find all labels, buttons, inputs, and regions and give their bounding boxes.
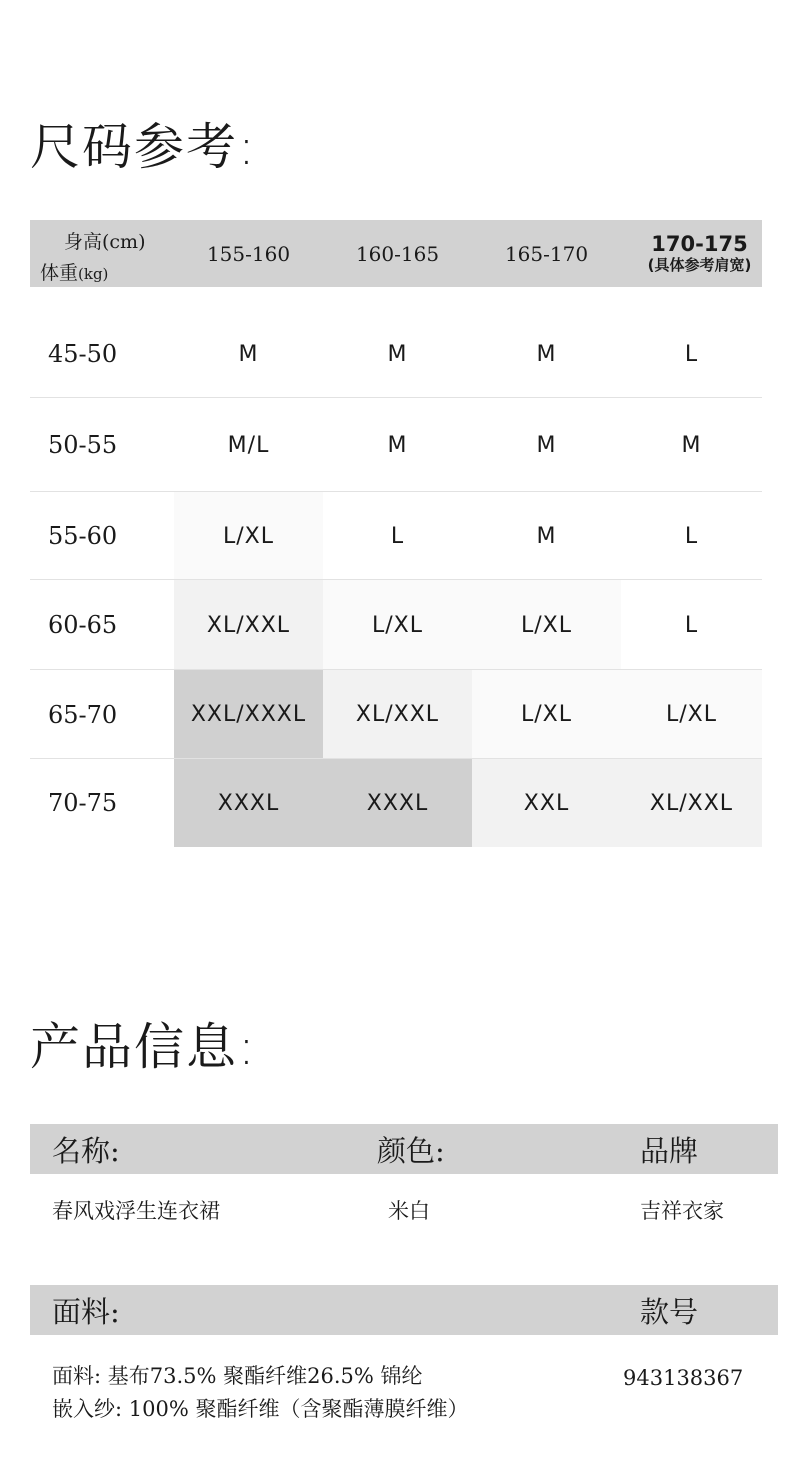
size-cell: XL/XXL <box>621 759 762 847</box>
brand-label: 品牌 <box>640 1133 699 1168</box>
product-info-title: 产品信息: <box>30 1018 257 1076</box>
info-bar-name-color-brand <box>30 1124 778 1174</box>
weight-label: 70-75 <box>48 789 118 817</box>
size-cell: M <box>174 310 323 398</box>
size-cell: XXL/XXXL <box>174 670 323 759</box>
product-brand: 吉祥衣家 <box>640 1199 724 1223</box>
product-color: 米白 <box>388 1199 430 1223</box>
size-cell: XL/XXL <box>323 670 472 759</box>
size-cell: L/XL <box>174 492 323 580</box>
size-row-65-70 <box>30 670 762 759</box>
name-label: 名称: <box>52 1133 120 1168</box>
size-cell: L/XL <box>472 670 621 759</box>
product-name: 春风戏浮生连衣裙 <box>52 1199 220 1223</box>
header-col-170-175: 170-175 (具体参考肩宽) <box>647 231 752 275</box>
size-cell: XXL <box>472 759 621 847</box>
header-col-155-160: 155-160 <box>206 241 291 266</box>
weight-label: 50-55 <box>48 431 118 459</box>
size-cell: M <box>472 310 621 398</box>
size-cell: M <box>323 398 472 492</box>
header-height-label: 身高(cm) <box>64 231 146 253</box>
size-row-55-60 <box>30 492 762 580</box>
color-label: 颜色: <box>377 1133 445 1168</box>
header-weight-label: 体重(kg) <box>40 262 109 284</box>
fabric-line-1: 面料: 基布73.5% 聚酯纤维26.5% 锦纶 <box>52 1364 423 1388</box>
style-number: 943138367 <box>623 1366 744 1390</box>
size-row-45-50 <box>30 310 762 398</box>
size-cell: M <box>472 492 621 580</box>
size-cell: L <box>621 492 762 580</box>
size-cell: L <box>621 310 762 398</box>
size-cell: L/XL <box>621 670 762 759</box>
weight-label: 65-70 <box>48 700 118 729</box>
weight-label: 60-65 <box>48 611 118 639</box>
size-cell: L/XL <box>323 580 472 670</box>
header-col-160-165: 160-165 <box>355 241 440 266</box>
size-cell: M <box>621 398 762 492</box>
fabric-label: 面料: <box>52 1294 120 1329</box>
size-row-60-65 <box>30 580 762 670</box>
size-cell: M <box>472 398 621 492</box>
size-row-70-75 <box>30 759 762 847</box>
header-note: (具体参考肩宽) <box>647 256 752 275</box>
size-cell: XXXL <box>174 759 323 847</box>
weight-label: 45-50 <box>48 340 118 368</box>
fabric-line-2: 嵌入纱: 100% 聚酯纤维（含聚酯薄膜纤维） <box>52 1397 469 1421</box>
size-cell: L <box>323 492 472 580</box>
size-table-header <box>30 220 762 287</box>
header-corner <box>30 220 174 287</box>
size-cell: XXXL <box>323 759 472 847</box>
size-reference-title: 尺码参考: <box>30 118 257 176</box>
size-cell: XL/XXL <box>174 580 323 670</box>
weight-label: 55-60 <box>48 522 118 550</box>
style-number-label: 款号 <box>640 1294 699 1329</box>
size-cell: L <box>621 580 762 670</box>
size-cell: L/XL <box>472 580 621 670</box>
size-cell: M <box>323 310 472 398</box>
header-col-165-170: 165-170 <box>504 241 589 266</box>
size-cell: M/L <box>174 398 323 492</box>
info-bar-fabric-style <box>30 1285 778 1335</box>
size-row-50-55 <box>30 398 762 492</box>
